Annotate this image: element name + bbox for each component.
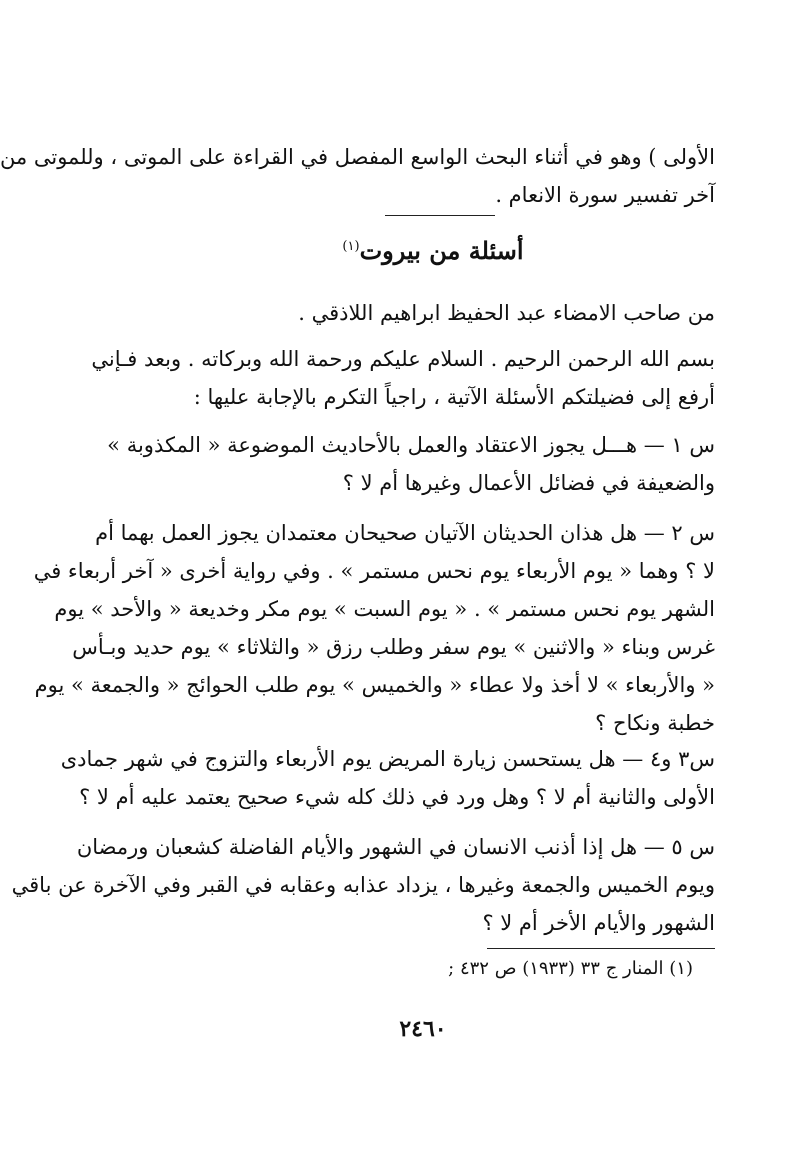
text-line: والضعيفة في فضائل الأعمال وغيرها أم لا ؟ bbox=[342, 471, 715, 495]
text-line: « والأربعاء » لا أخذ ولا عطاء « والخميس » يوم طلب الحوائج « والجمعة » يوم bbox=[34, 673, 715, 697]
question-1 bbox=[107, 426, 715, 502]
section-divider bbox=[385, 215, 495, 216]
section-title-text: أسئلة من بيروت bbox=[359, 236, 524, 265]
footnote-divider bbox=[487, 948, 715, 949]
text-line: آخر تفسير سورة الانعام . bbox=[495, 183, 715, 207]
text-line: الأولى ) وهو في أثناء البحث الواسع المفصل في القراءة على الموتى ، وللموتى من bbox=[0, 145, 715, 169]
section-title bbox=[283, 236, 583, 265]
text-line: س ١ — هـــل يجوز الاعتقاد والعمل بالأحاديث الموضوعة « المكذوبة » bbox=[107, 433, 715, 457]
text-line: س٣ و٤ — هل يستحسن زيارة المريض يوم الأربعاء والتزوج في شهر جمادى bbox=[60, 747, 715, 771]
intro-paragraph bbox=[0, 138, 715, 214]
text-line: الأولى والثانية أم لا ؟ وهل ورد في ذلك كله شيء صحيح يعتمد عليه أم لا ؟ bbox=[79, 785, 715, 809]
text-line: غرس وبناء « والاثنين » يوم سفر وطلب رزق « والثلاثاء » يوم حديد وبـأس bbox=[72, 635, 715, 659]
text-line: ويوم الخميس والجمعة وغيرها ، يزداد عذابه وعقابه في القبر وفي الآخرة عن باقي bbox=[11, 873, 715, 897]
greeting-paragraph bbox=[91, 340, 715, 416]
text-line: س ٥ — هل إذا أذنب الانسان في الشهور والأيام الفاضلة كشعبان ورمضان bbox=[76, 835, 715, 859]
text-line: أرفع إلى فضيلتكم الأسئلة الآتية ، راجياً التكرم بالإجابة عليها : bbox=[193, 385, 715, 409]
page-number: ٢٤٦٠ bbox=[399, 1016, 447, 1042]
text-line: خطبة ونكاح ؟ bbox=[595, 711, 715, 735]
text-line: من صاحب الامضاء عبد الحفيظ ابراهيم اللاذقي . bbox=[298, 301, 715, 325]
sender-line bbox=[131, 294, 715, 332]
text-line: الشهور والأيام الأخر أم لا ؟ bbox=[482, 911, 715, 935]
text-line: بسم الله الرحمن الرحيم . السلام عليكم ورحمة الله وبركاته . وبعد فـإني bbox=[91, 347, 715, 371]
text-line: س ٢ — هل هذان الحديثان الآتيان صحيحان معتمدان يجوز العمل بهما أم bbox=[95, 521, 715, 545]
text-line: لا ؟ وهما « يوم الأربعاء يوم نحس مستمر » . وفي رواية أخرى « آخر أربعاء في bbox=[33, 559, 715, 583]
footnote-mark: (١) bbox=[342, 239, 360, 254]
question-3-4 bbox=[60, 740, 715, 816]
text-line: الشهر يوم نحس مستمر » . « يوم السبت » يوم مكر وخديعة « والأحد » يوم bbox=[54, 597, 715, 621]
footnote: (١) المنار ج ٣٣ (١٩٣٣) ص ٤٣٢ ; bbox=[448, 958, 693, 979]
question-5 bbox=[11, 828, 715, 942]
question-2 bbox=[33, 514, 715, 742]
